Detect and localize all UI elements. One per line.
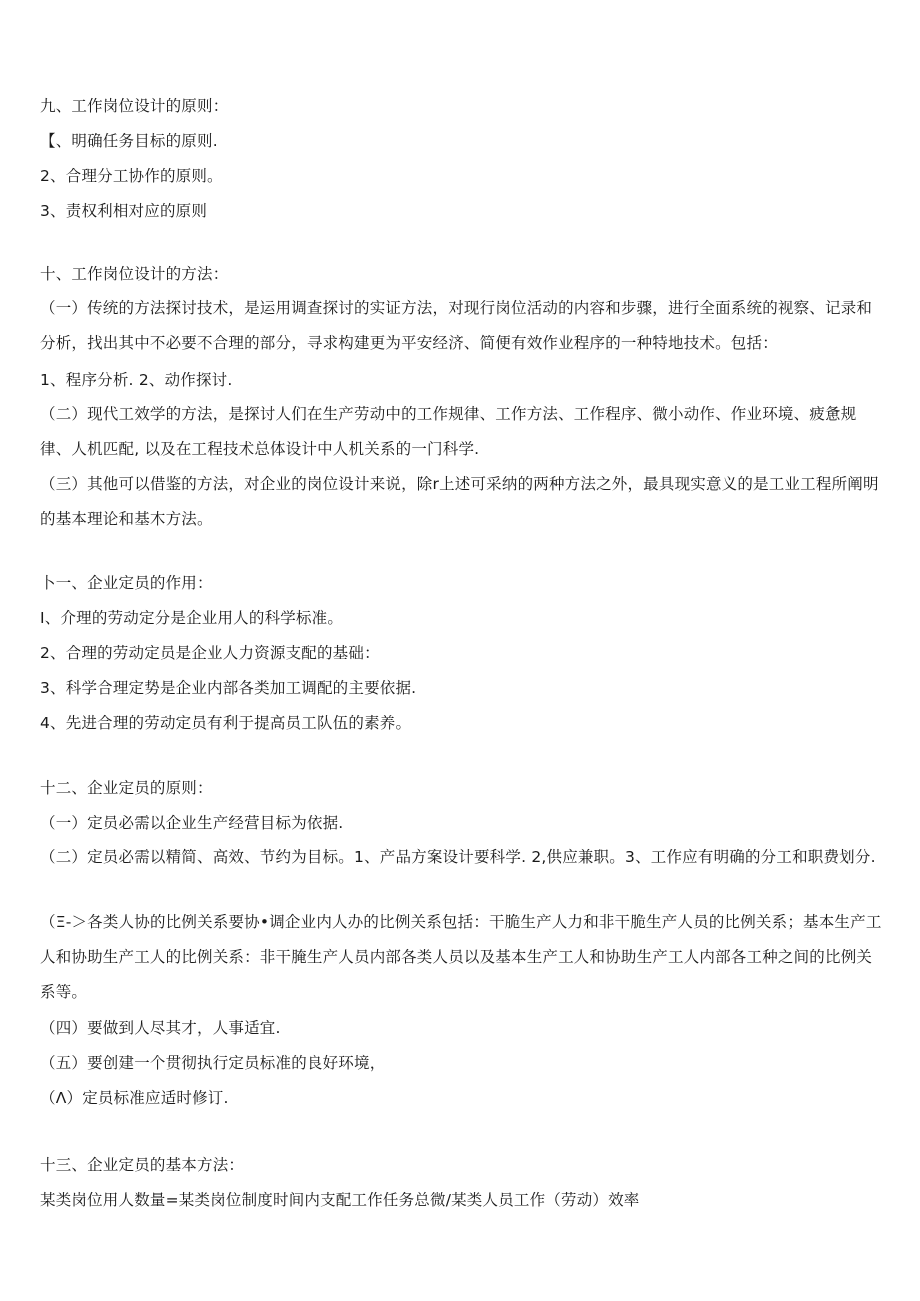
section-10-paragraph-2: （二）现代工效学的方法，是探讨人们在生产劳动中的工作规律、工作方法、工作程序、微小动作、作业环境、疲惫规律、人机匹配, 以及在工程技术总体设计中人机关系的一门科学.	[40, 405, 857, 458]
section-10-paragraph-1: （一）传统的方法探讨技术，是运用调查探讨的实证方法，对现行岗位活动的内容和步骤，进行全面系统的视察、记录和分析，找出其中不必要不合理的部分，寻求构建更为平安经济、简便有效作业程序的一种特地技术。包括：	[40, 299, 873, 352]
section-12-heading: 十二、企业定员的原则：	[40, 779, 213, 797]
section-9-item-2: 2、合理分工协作的原则。	[40, 167, 223, 185]
section-11-item-1: I、介理的劳动定分是企业用人的科学标准。	[40, 609, 344, 627]
section-12-paragraph-6: （Λ）定员标准应适时修订.	[40, 1089, 229, 1107]
section-11-item-4: 4、先进合理的劳动定员有利于提高员工队伍的素养。	[40, 714, 412, 732]
section-13-heading: 十三、企业定员的基本方法：	[40, 1156, 245, 1174]
section-11-heading: 卜一、企业定员的作用：	[40, 574, 213, 592]
section-12-paragraph-5: （五）要创建一个贯彻执行定员标准的良好环境，	[40, 1054, 386, 1072]
section-12-paragraph-4: （四）要做到人尽其才，人事适宜.	[40, 1019, 281, 1037]
section-10-heading: 十、工作岗位设计的方法：	[40, 265, 229, 283]
section-10-paragraph-3: （三）其他可以借鉴的方法，对企业的岗位设计来说，除r上述可采纳的两种方法之外，最具现实意义的是工业工程所阐明的基本理论和基木方法。	[40, 475, 879, 528]
section-12-paragraph-2: （二）定员必需以精简、高效、节约为目标。1、产品方案设计要科学. 2,供应兼职。3、工作应有明确的分工和职费划分.	[40, 848, 876, 866]
section-13-formula: 某类岗位用人数量=某类岗位制度时间内支配工作任务总微/某类人员工作（劳动）效率	[40, 1191, 640, 1209]
section-11-item-2: 2、合理的劳动定员是企业人力资源支配的基础：	[40, 644, 380, 662]
section-9-heading: 九、工作岗位设计的原则：	[40, 97, 229, 115]
section-9-item-3: 3、责权利相对应的原则	[40, 202, 208, 220]
section-10-paragraph-1-list: 1、程序分析. 2、动作探讨.	[40, 371, 233, 389]
section-12-paragraph-1: （一）定员必需以企业生产经营目标为依据.	[40, 814, 344, 832]
section-12-paragraph-3: （Ξ-＞各类人协的比例关系要协•调企业内人办的比例关系包括：干脆生产人力和非干脆生产人员的比例关系；基本生产工人和协助生产工人的比例关系：非干腌生产人员内部各类人员以及基本生产工人和协助生产工人内部各工种之间的比例关系等。	[40, 913, 882, 1001]
section-9-item-1: 【、明确任务目标的原则.	[40, 132, 218, 150]
section-11-item-3: 3、科学合理定势是企业内部各类加工调配的主要依据.	[40, 679, 417, 697]
